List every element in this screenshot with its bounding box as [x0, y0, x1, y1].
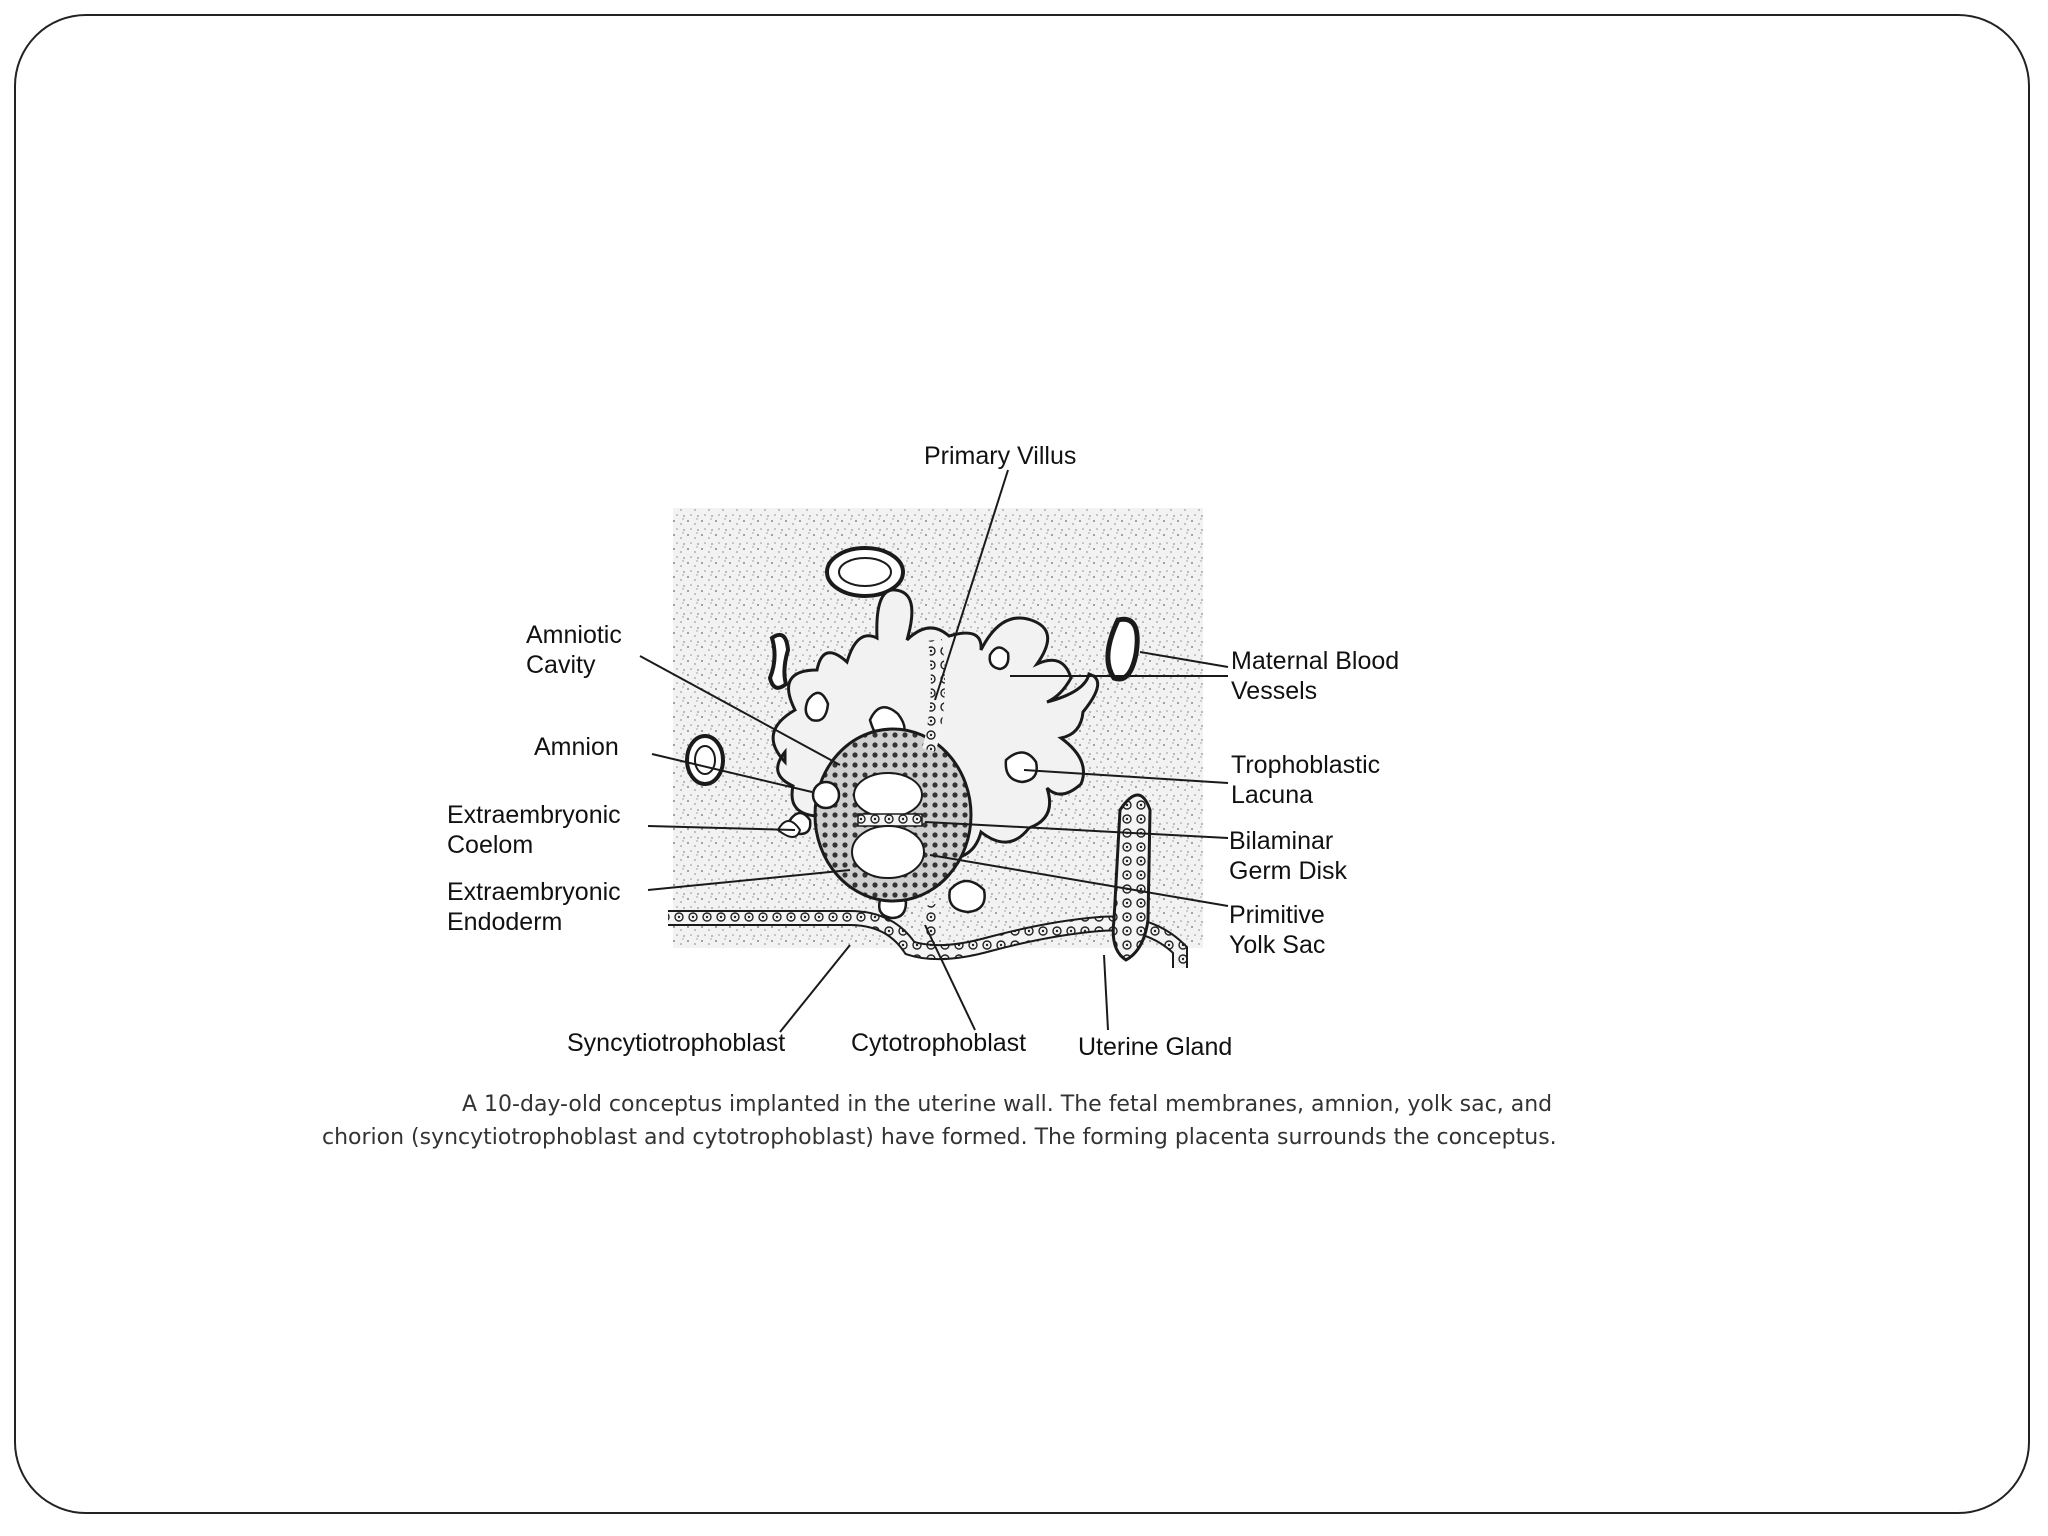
label-trophoblastic-lacuna: Trophoblastic Lacuna	[1231, 751, 1381, 809]
maternal-blood-vessel	[1108, 619, 1137, 679]
label-syncytiotrophoblast: Syncytiotrophoblast	[567, 1029, 786, 1057]
label-amniotic-cavity: Amniotic Cavity	[526, 621, 622, 679]
label-extraembryonic-endoderm: Extraembryonic Endoderm	[447, 878, 621, 936]
caption-text: A 10-day-old conceptus implanted in the uterine wall. The fetal membranes, amnion, yolk sac, and chorion (syncytiotrophoblast and cytotrophoblast) have formed. The forming placenta surrounds the conceptus.	[322, 1092, 1557, 1150]
amniotic-cavity	[854, 773, 922, 817]
bilaminar-germ-disk	[858, 814, 922, 826]
amnion	[813, 782, 839, 808]
label-primary-villus: Primary Villus	[924, 442, 1077, 470]
figure-caption	[322, 1088, 1622, 1154]
uterine-gland	[1113, 795, 1150, 960]
primitive-yolk-sac	[852, 826, 924, 878]
label-bilaminar-germ-disk: Bilaminar Germ Disk	[1229, 827, 1348, 885]
label-maternal-blood-vessels: Maternal Blood Vessels	[1231, 647, 1400, 705]
maternal-blood-vessel	[687, 736, 723, 784]
label-amnion: Amnion	[534, 733, 619, 761]
label-extraembryonic-coelom: Extraembryonic Coelom	[447, 801, 621, 859]
label-primitive-yolk-sac: Primitive Yolk Sac	[1229, 901, 1326, 959]
label-uterine-gland: Uterine Gland	[1078, 1033, 1233, 1061]
label-cytotrophoblast: Cytotrophoblast	[851, 1029, 1027, 1057]
maternal-blood-vessel	[770, 635, 788, 688]
